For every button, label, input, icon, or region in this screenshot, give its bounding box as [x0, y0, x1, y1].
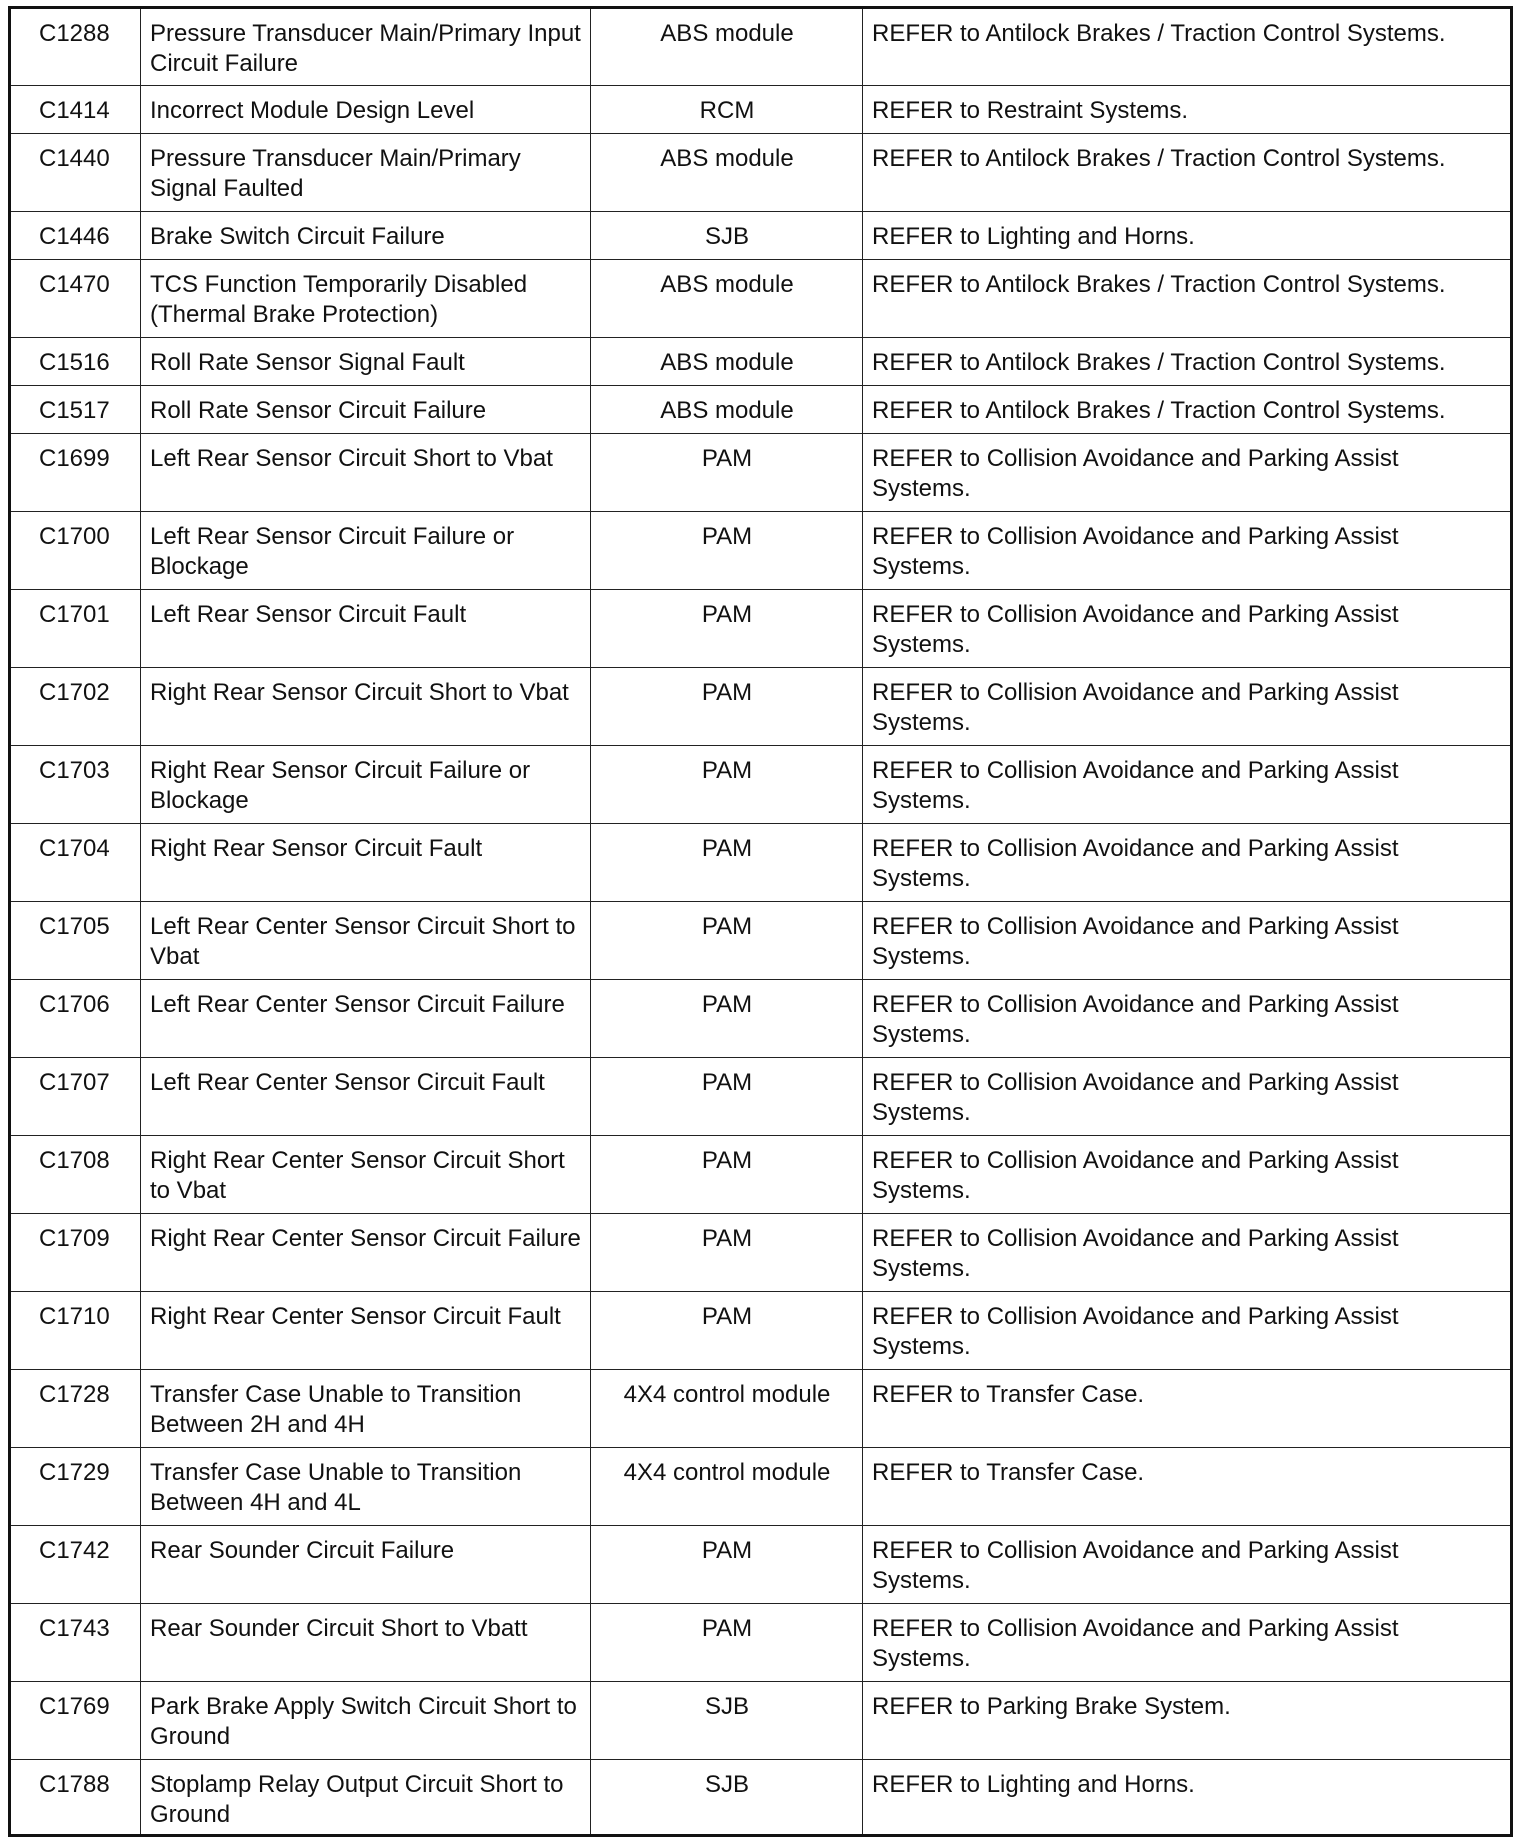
dtc-action: REFER to Collision Avoidance and Parking Assist Systems. — [863, 590, 1512, 668]
dtc-module: PAM — [591, 980, 863, 1058]
table-row — [10, 434, 1512, 512]
dtc-action: REFER to Collision Avoidance and Parking Assist Systems. — [863, 1214, 1512, 1292]
table-row — [10, 1682, 1512, 1760]
dtc-action: REFER to Collision Avoidance and Parking Assist Systems. — [863, 434, 1512, 512]
table-row — [10, 746, 1512, 824]
table-row — [10, 980, 1512, 1058]
dtc-module: RCM — [591, 86, 863, 134]
dtc-code: C1446 — [10, 212, 141, 260]
dtc-description: Transfer Case Unable to Transition Between 4H and 4L — [141, 1448, 591, 1526]
dtc-description: Park Brake Apply Switch Circuit Short to Ground — [141, 1682, 591, 1760]
dtc-module: PAM — [591, 1058, 863, 1136]
dtc-module: PAM — [591, 668, 863, 746]
dtc-action: REFER to Collision Avoidance and Parking Assist Systems. — [863, 1292, 1512, 1370]
dtc-module: ABS module — [591, 134, 863, 212]
table-row — [10, 86, 1512, 134]
table-row — [10, 1448, 1512, 1526]
dtc-module: PAM — [591, 1136, 863, 1214]
table-row — [10, 386, 1512, 434]
dtc-module: SJB — [591, 212, 863, 260]
dtc-code: C1288 — [10, 8, 141, 86]
dtc-module: SJB — [591, 1760, 863, 1836]
dtc-description: Left Rear Sensor Circuit Short to Vbat — [141, 434, 591, 512]
dtc-description: Right Rear Center Sensor Circuit Fault — [141, 1292, 591, 1370]
dtc-module: PAM — [591, 512, 863, 590]
dtc-code: C1703 — [10, 746, 141, 824]
dtc-module: PAM — [591, 824, 863, 902]
dtc-description: Left Rear Center Sensor Circuit Failure — [141, 980, 591, 1058]
dtc-action: REFER to Lighting and Horns. — [863, 212, 1512, 260]
dtc-module: PAM — [591, 590, 863, 668]
dtc-code: C1516 — [10, 338, 141, 386]
table-row — [10, 902, 1512, 980]
dtc-code: C1517 — [10, 386, 141, 434]
dtc-description: Incorrect Module Design Level — [141, 86, 591, 134]
dtc-module: PAM — [591, 434, 863, 512]
dtc-code: C1729 — [10, 1448, 141, 1526]
table-row — [10, 212, 1512, 260]
dtc-description: Left Rear Center Sensor Circuit Short to Vbat — [141, 902, 591, 980]
dtc-table-body — [10, 8, 1512, 1836]
dtc-action: REFER to Collision Avoidance and Parking Assist Systems. — [863, 980, 1512, 1058]
dtc-action: REFER to Antilock Brakes / Traction Control Systems. — [863, 338, 1512, 386]
dtc-description: Stoplamp Relay Output Circuit Short to Ground — [141, 1760, 591, 1836]
dtc-code: C1710 — [10, 1292, 141, 1370]
dtc-module: ABS module — [591, 338, 863, 386]
table-row — [10, 1058, 1512, 1136]
dtc-module: SJB — [591, 1682, 863, 1760]
dtc-module: PAM — [591, 1214, 863, 1292]
dtc-action: REFER to Transfer Case. — [863, 1370, 1512, 1448]
dtc-description: Pressure Transducer Main/Primary Signal Faulted — [141, 134, 591, 212]
dtc-action: REFER to Collision Avoidance and Parking Assist Systems. — [863, 512, 1512, 590]
dtc-module: PAM — [591, 746, 863, 824]
table-row — [10, 1370, 1512, 1448]
dtc-code: C1706 — [10, 980, 141, 1058]
dtc-action: REFER to Collision Avoidance and Parking Assist Systems. — [863, 1136, 1512, 1214]
dtc-description: Roll Rate Sensor Signal Fault — [141, 338, 591, 386]
dtc-description: Transfer Case Unable to Transition Between 2H and 4H — [141, 1370, 591, 1448]
table-row — [10, 1604, 1512, 1682]
dtc-code: C1709 — [10, 1214, 141, 1292]
dtc-module: ABS module — [591, 8, 863, 86]
dtc-action: REFER to Collision Avoidance and Parking Assist Systems. — [863, 746, 1512, 824]
dtc-code: C1470 — [10, 260, 141, 338]
dtc-action: REFER to Lighting and Horns. — [863, 1760, 1512, 1836]
dtc-action: REFER to Collision Avoidance and Parking Assist Systems. — [863, 1604, 1512, 1682]
dtc-module: PAM — [591, 1526, 863, 1604]
dtc-action: REFER to Parking Brake System. — [863, 1682, 1512, 1760]
dtc-description: Right Rear Sensor Circuit Fault — [141, 824, 591, 902]
table-row — [10, 1760, 1512, 1836]
dtc-code: C1702 — [10, 668, 141, 746]
dtc-description: Right Rear Center Sensor Circuit Failure — [141, 1214, 591, 1292]
dtc-action: REFER to Collision Avoidance and Parking Assist Systems. — [863, 1526, 1512, 1604]
table-row — [10, 512, 1512, 590]
dtc-action: REFER to Antilock Brakes / Traction Control Systems. — [863, 8, 1512, 86]
table-row — [10, 8, 1512, 86]
table-row — [10, 1214, 1512, 1292]
dtc-code: C1742 — [10, 1526, 141, 1604]
dtc-code: C1728 — [10, 1370, 141, 1448]
dtc-action: REFER to Restraint Systems. — [863, 86, 1512, 134]
dtc-code: C1699 — [10, 434, 141, 512]
dtc-module: PAM — [591, 902, 863, 980]
dtc-action: REFER to Collision Avoidance and Parking Assist Systems. — [863, 902, 1512, 980]
dtc-description: Left Rear Center Sensor Circuit Fault — [141, 1058, 591, 1136]
dtc-module: 4X4 control module — [591, 1448, 863, 1526]
dtc-code: C1707 — [10, 1058, 141, 1136]
dtc-description: Pressure Transducer Main/Primary Input Circuit Failure — [141, 8, 591, 86]
table-row — [10, 1526, 1512, 1604]
dtc-code: C1700 — [10, 512, 141, 590]
dtc-description: Right Rear Center Sensor Circuit Short to Vbat — [141, 1136, 591, 1214]
dtc-code: C1701 — [10, 590, 141, 668]
dtc-description: Right Rear Sensor Circuit Short to Vbat — [141, 668, 591, 746]
table-row — [10, 1136, 1512, 1214]
table-row — [10, 134, 1512, 212]
dtc-module: 4X4 control module — [591, 1370, 863, 1448]
dtc-code: C1708 — [10, 1136, 141, 1214]
dtc-description: Right Rear Sensor Circuit Failure or Blockage — [141, 746, 591, 824]
dtc-code: C1705 — [10, 902, 141, 980]
dtc-code: C1788 — [10, 1760, 141, 1836]
dtc-description: Left Rear Sensor Circuit Fault — [141, 590, 591, 668]
dtc-module: ABS module — [591, 386, 863, 434]
dtc-code: C1440 — [10, 134, 141, 212]
dtc-action: REFER to Collision Avoidance and Parking Assist Systems. — [863, 824, 1512, 902]
dtc-description: TCS Function Temporarily Disabled (Thermal Brake Protection) — [141, 260, 591, 338]
table-row — [10, 668, 1512, 746]
dtc-action: REFER to Antilock Brakes / Traction Control Systems. — [863, 386, 1512, 434]
dtc-action: REFER to Transfer Case. — [863, 1448, 1512, 1526]
dtc-action: REFER to Collision Avoidance and Parking Assist Systems. — [863, 1058, 1512, 1136]
dtc-module: PAM — [591, 1604, 863, 1682]
table-row — [10, 1292, 1512, 1370]
dtc-description: Brake Switch Circuit Failure — [141, 212, 591, 260]
dtc-description: Roll Rate Sensor Circuit Failure — [141, 386, 591, 434]
table-row — [10, 260, 1512, 338]
dtc-module: ABS module — [591, 260, 863, 338]
dtc-module: PAM — [591, 1292, 863, 1370]
dtc-action: REFER to Collision Avoidance and Parking Assist Systems. — [863, 668, 1512, 746]
dtc-description: Rear Sounder Circuit Failure — [141, 1526, 591, 1604]
dtc-description: Left Rear Sensor Circuit Failure or Blockage — [141, 512, 591, 590]
dtc-description: Rear Sounder Circuit Short to Vbatt — [141, 1604, 591, 1682]
table-row — [10, 824, 1512, 902]
dtc-code: C1704 — [10, 824, 141, 902]
dtc-action: REFER to Antilock Brakes / Traction Control Systems. — [863, 134, 1512, 212]
dtc-code: C1414 — [10, 86, 141, 134]
dtc-action: REFER to Antilock Brakes / Traction Control Systems. — [863, 260, 1512, 338]
dtc-code: C1769 — [10, 1682, 141, 1760]
dtc-code: C1743 — [10, 1604, 141, 1682]
table-row — [10, 590, 1512, 668]
table-row — [10, 338, 1512, 386]
dtc-table — [8, 6, 1513, 1837]
